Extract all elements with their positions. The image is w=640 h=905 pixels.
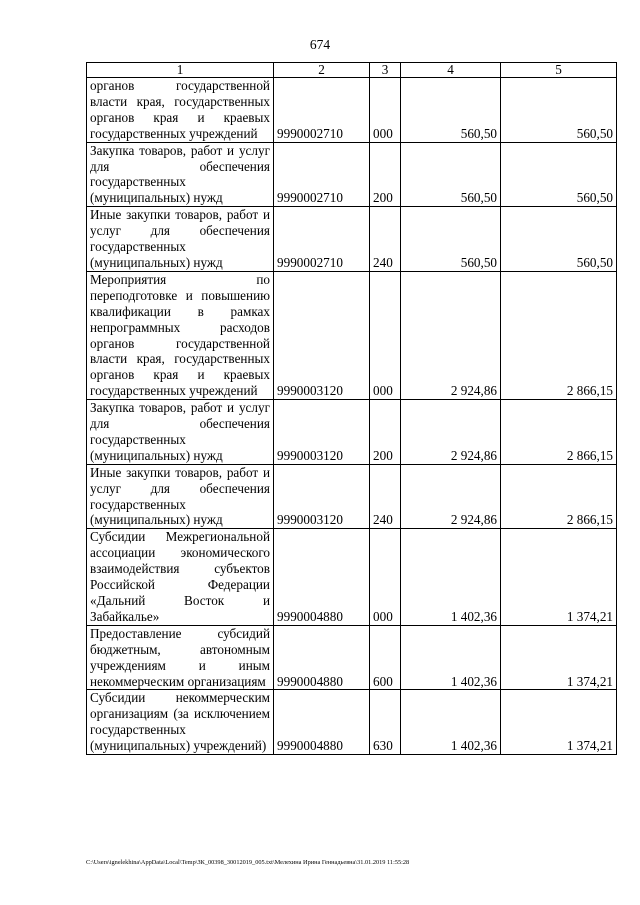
row-code: 9990004880 xyxy=(274,690,370,755)
row-name: Предоставление субсидий бюджетным, автономным учреждениям и иным некоммерческим организациям xyxy=(87,625,274,690)
header-cell-1: 1 xyxy=(87,63,274,78)
row-name: Мероприятия по переподготовке и повышению квалификации в рамках непрограммных расходов органов государственной власти края, государственных органов края и краевых государственных учреждений xyxy=(87,271,274,399)
row-value-4: 1 402,36 xyxy=(401,625,501,690)
row-type: 630 xyxy=(370,690,401,755)
row-type: 200 xyxy=(370,400,401,465)
row-type: 000 xyxy=(370,271,401,399)
row-value-5: 560,50 xyxy=(501,78,617,143)
table-header-row xyxy=(87,63,617,78)
row-type: 240 xyxy=(370,207,401,272)
header-cell-4: 4 xyxy=(401,63,501,78)
table-row xyxy=(87,271,617,399)
table-row xyxy=(87,142,617,207)
row-type: 000 xyxy=(370,529,401,625)
table-row xyxy=(87,529,617,625)
row-code: 9990003120 xyxy=(274,271,370,399)
row-type: 200 xyxy=(370,142,401,207)
row-value-5: 1 374,21 xyxy=(501,529,617,625)
row-value-4: 1 402,36 xyxy=(401,529,501,625)
row-value-5: 1 374,21 xyxy=(501,625,617,690)
table-row xyxy=(87,400,617,465)
row-value-4: 2 924,86 xyxy=(401,271,501,399)
row-value-4: 2 924,86 xyxy=(401,400,501,465)
row-value-4: 560,50 xyxy=(401,78,501,143)
row-type: 000 xyxy=(370,78,401,143)
table-row xyxy=(87,464,617,529)
row-value-4: 2 924,86 xyxy=(401,464,501,529)
row-value-5: 560,50 xyxy=(501,142,617,207)
row-name: Иные закупки товаров, работ и услуг для обеспечения государственных (муниципальных) нужд xyxy=(87,464,274,529)
page-number: 674 xyxy=(309,37,331,52)
table-row xyxy=(87,690,617,755)
file-path-footer: C:\Users\ignelekhina\AppData\Local\Temp\ЗК_00398_30012019_005.txt\Мелехина Ирина Геннадьевна\31.01.2019 11:55:28 xyxy=(86,859,410,866)
row-name: Закупка товаров, работ и услуг для обеспечения государственных (муниципальных) нужд xyxy=(87,142,274,207)
header-cell-5: 5 xyxy=(501,63,617,78)
row-type: 600 xyxy=(370,625,401,690)
row-value-5: 560,50 xyxy=(501,207,617,272)
header-cell-3: 3 xyxy=(370,63,401,78)
row-code: 9990002710 xyxy=(274,142,370,207)
row-code: 9990004880 xyxy=(274,625,370,690)
row-name: Закупка товаров, работ и услуг для обеспечения государственных (муниципальных) нужд xyxy=(87,400,274,465)
table-row xyxy=(87,78,617,143)
row-name: Субсидии Межрегиональной ассоциации экономического взаимодействия субъектов Российской Федерации «Дальний Восток и Забайкалье» xyxy=(87,529,274,625)
row-code: 9990004880 xyxy=(274,529,370,625)
row-value-4: 1 402,36 xyxy=(401,690,501,755)
row-code: 9990002710 xyxy=(274,78,370,143)
row-value-5: 2 866,15 xyxy=(501,271,617,399)
row-value-4: 560,50 xyxy=(401,142,501,207)
row-name: Субсидии некоммерческим организациям (за исключением государственных (муниципальных) учреждений) xyxy=(87,690,274,755)
budget-table xyxy=(86,62,617,755)
row-value-5: 2 866,15 xyxy=(501,464,617,529)
row-value-5: 2 866,15 xyxy=(501,400,617,465)
row-value-5: 1 374,21 xyxy=(501,690,617,755)
row-code: 9990003120 xyxy=(274,464,370,529)
row-code: 9990003120 xyxy=(274,400,370,465)
table-row xyxy=(87,625,617,690)
header-cell-2: 2 xyxy=(274,63,370,78)
row-type: 240 xyxy=(370,464,401,529)
table-row xyxy=(87,207,617,272)
row-name: органов государственной власти края, государственных органов края и краевых государственных учреждений xyxy=(87,78,274,143)
row-value-4: 560,50 xyxy=(401,207,501,272)
row-name: Иные закупки товаров, работ и услуг для обеспечения государственных (муниципальных) нужд xyxy=(87,207,274,272)
row-code: 9990002710 xyxy=(274,207,370,272)
